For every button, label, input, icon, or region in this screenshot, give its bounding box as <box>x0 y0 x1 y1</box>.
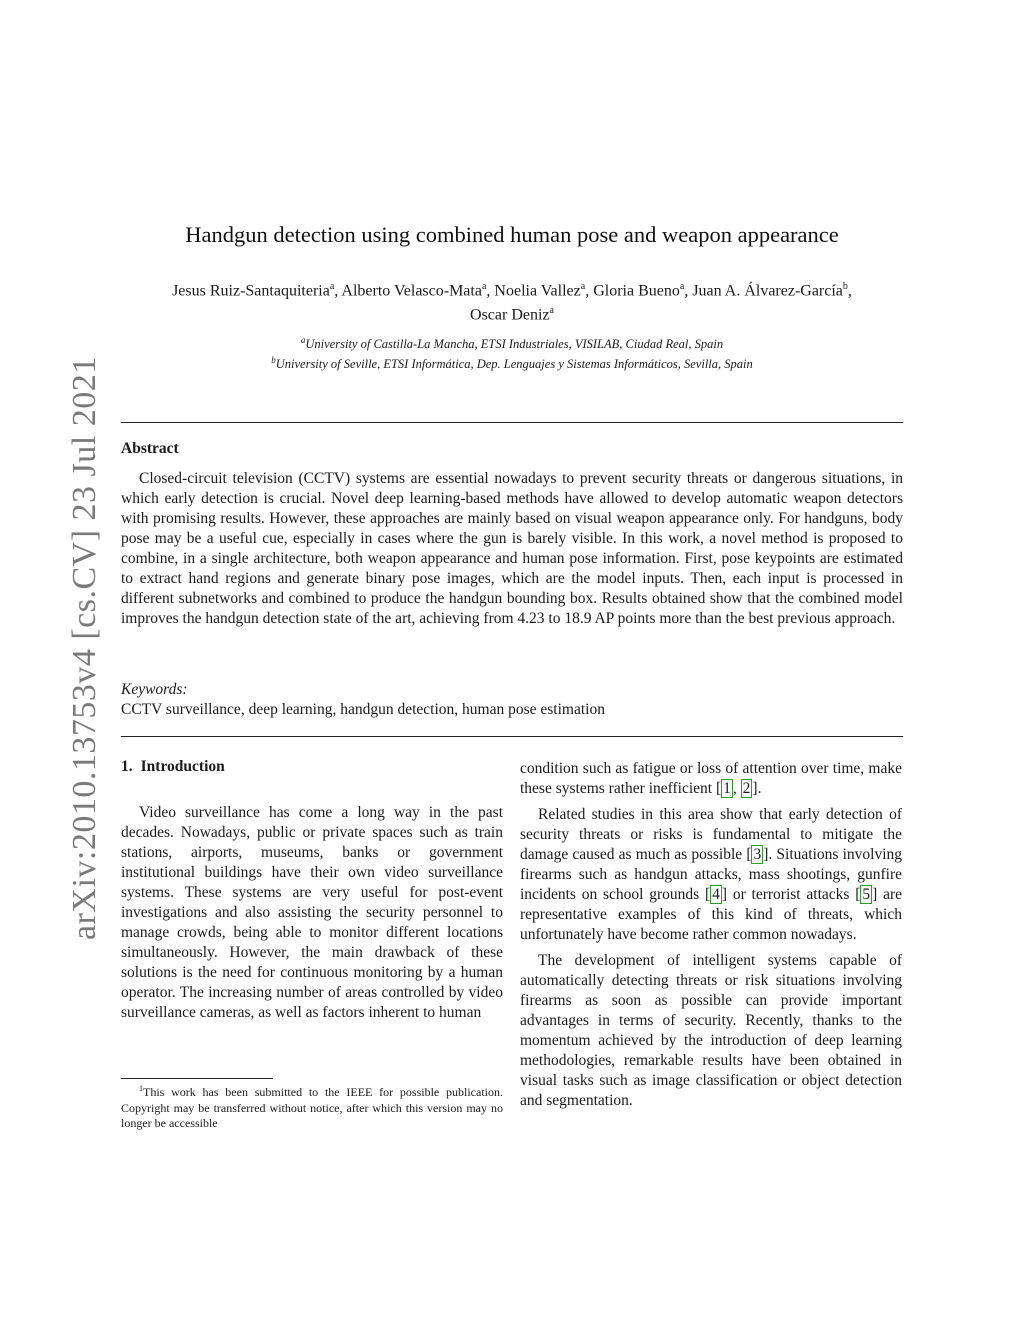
affiliation-mark: a <box>549 305 554 317</box>
citation-link[interactable]: 5 <box>862 886 871 903</box>
intro-paragraph-2: Related studies in this area show that early detection of security threats or risks is fundamental to mitigate the damage caused as much as possible [ 3 ]. Situations involving firearms such as handgun attacks, mass shootings, gunfire incidents on school grounds [ 4 ] or terrorist attacks [ 5 ] are representative examples of this kind of threats, which unfortunately have become rather common nowadays. <box>520 806 902 943</box>
left-column <box>121 803 503 1023</box>
section-heading <box>121 758 225 776</box>
top-divider <box>121 422 903 423</box>
affiliation-mark: a <box>580 281 586 292</box>
intro-paragraph-continued: condition such as fatigue or loss of attention over time, make these systems rather inefficient [ 1 , 2 ]. <box>520 760 902 797</box>
citation-link[interactable]: 1 <box>723 780 731 797</box>
affiliation-mark: b <box>842 281 848 292</box>
footnote <box>121 1081 503 1132</box>
section-title: Introduction <box>140 758 225 775</box>
paper-title: Handgun detection using combined human pose and weapon appearance <box>185 222 839 247</box>
keywords-text: CCTV surveillance, deep learning, handgun detection, human pose estimation <box>121 701 605 718</box>
citation-link[interactable]: 2 <box>742 780 751 797</box>
author-list: Jesus Ruiz-Santaquiteria$^a$, Alberto Velasco-Mata$^a$, Noelia Vallez$^a$, Gloria Bueno$^a$, Juan A. Álvarez-García$^b$, Oscar Deniz$^a$ <box>172 281 852 324</box>
intro-paragraph-1: Video surveillance has come a long way in the past decades. Nowadays, public or private spaces such as train stations, airports, museums, banks or government institutional buildings have their own video surveillance systems. These systems are very useful for post-event investigations and also assisting the security personnel to manage crowds, being able to monitor different locations simultaneously. However, the main drawback of these solutions is the need for continuous monitoring by a human operator. The increasing number of areas controlled by video surveillance cameras, as well as factors inherent to human <box>121 804 503 1021</box>
affiliations <box>121 332 903 372</box>
author-name: Juan A. Álvarez-García <box>692 282 843 300</box>
author-name: Jesus Ruiz-Santaquiteria <box>172 282 330 300</box>
affiliation-a: $^a$University of Castilla-La Mancha, ETSI Industriales, VISILAB, Ciudad Real, Spain <box>300 335 724 352</box>
author-name: Noelia Vallez <box>494 282 581 300</box>
affiliation-b: $^b$University of Seville, ETSI Informática, Dep. Lenguajes y Sistemas Informáticos, Sevilla, Spain <box>271 355 753 372</box>
author-name: Oscar Deniz <box>470 306 550 324</box>
affiliation-mark: a <box>481 281 487 292</box>
right-column <box>520 759 902 1111</box>
author-name: Gloria Bueno <box>593 282 680 300</box>
intro-paragraph-3: The development of intelligent systems capable of automatically detecting threats or risk situations involving firearms as soon as possible can provide important advantages in terms of security. Recently, thanks to the momentum achieved by the introduction of deep learning methodologies, remarkable results have been obtained in visual tasks such as image classification or object detection and segmentation. <box>520 952 902 1109</box>
footnote-divider <box>121 1078 273 1079</box>
abstract-text: Closed-circuit television (CCTV) systems are essential nowadays to prevent security threats or dangerous situations, in which early detection is crucial. Novel deep learning-based methods have allowed to develop automatic weapon detectors with promising results. However, these approaches are mainly based on visual weapon appearance only. For handguns, body pose may be a useful cue, especially in cases where the gun is barely visible. In this work, a novel method is proposed to combine, in a single architecture, both weapon appearance and human pose information. First, pose keypoints are estimated to extract hand regions and generate binary pose images, which are the model inputs. Then, each input is processed in different subnetworks and combined to produce the handgun bounding box. Results obtained show that the combined model improves the handgun detection state of the art, achieving from 4.23 to 18.9 AP points more than the best previous approach. <box>121 470 903 627</box>
footnote-text: This work has been submitted to the IEEE for possible publication. Copyright may be transferred without notice, after which this version may no longer be accessible <box>121 1085 503 1130</box>
citation-link[interactable]: 4 <box>712 886 720 903</box>
keywords-label: Keywords: <box>121 681 188 698</box>
affiliation-mark: a <box>679 281 685 292</box>
affiliation-mark: a <box>329 281 335 292</box>
bottom-divider <box>121 736 903 737</box>
arxiv-identifier-stamp <box>30 356 103 940</box>
footnote-mark: 1 <box>139 1084 143 1093</box>
abstract-heading: Abstract <box>121 440 179 457</box>
citation-link[interactable]: 3 <box>753 846 762 863</box>
section-number: 1. <box>121 758 133 775</box>
author-name: Alberto Velasco-Mata <box>341 282 482 300</box>
arxiv-identifier-text: arXiv:2010.13753v4 [cs.CV] 23 Jul 2021 <box>66 356 103 940</box>
